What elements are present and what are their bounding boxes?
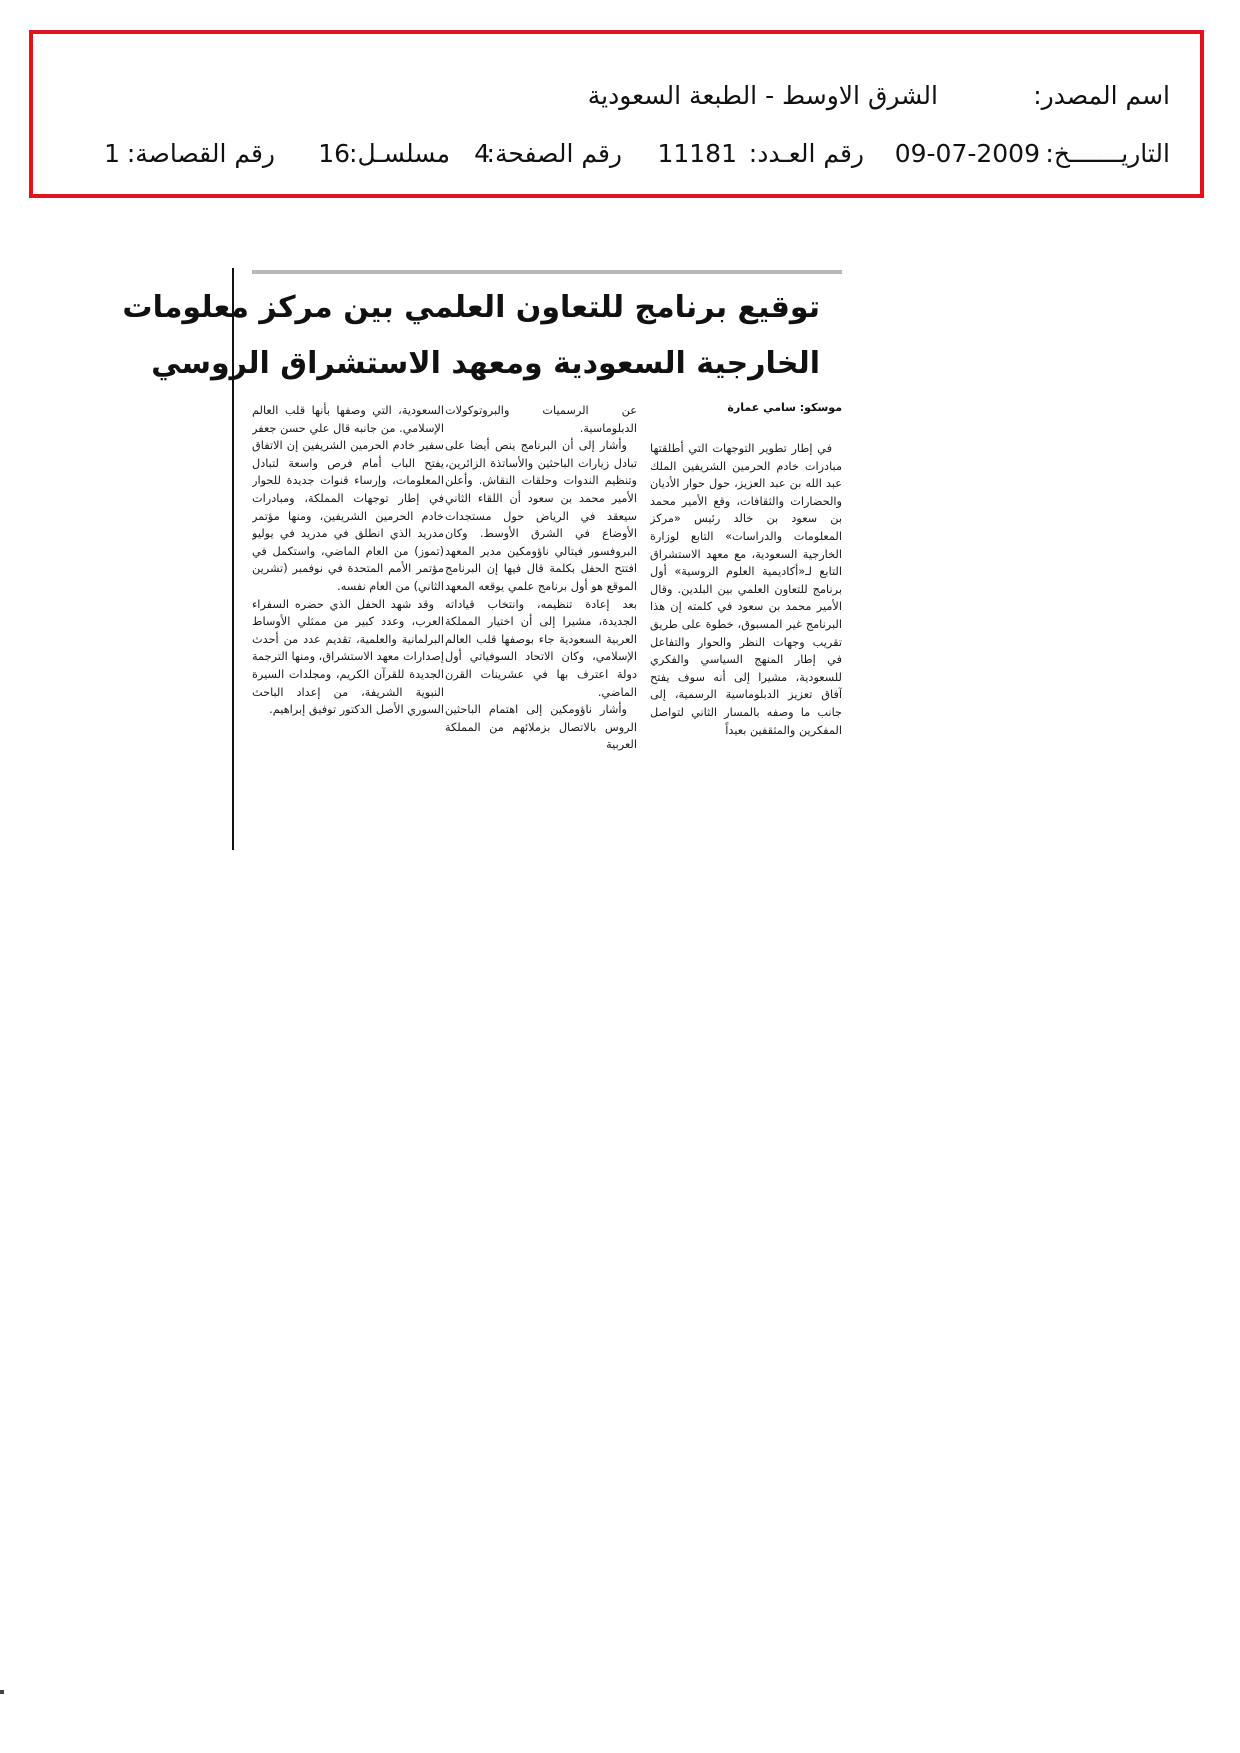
clipping-label: رقم القصاصة:	[126, 139, 275, 168]
paragraph: وأشار ناؤومكين إلى اهتمام الباحثين الروس بالاتصال بزملائهم من المملكة العربية	[445, 703, 637, 752]
clipping-metadata-box	[29, 30, 1204, 198]
clipping-value: 1	[104, 139, 120, 168]
headline-line-2: الخارجية السعودية ومعهد الاستشراق الروسي	[151, 346, 820, 381]
paragraph: وأشار إلى أن البرنامج ينص أيضا على تبادل زيارات الباحثين والأساتذة الزائرين، وتنظيم الندوات وحلقات النقاش. وأعلن الأمير محمد بن سعود أن اللقاء الثاني سيعقد في الرياض حول مستجدات الأوضاع في الشرق الأوسط. وكان البروفسور فيتالي ناؤومكين مدير المعهد افتتح الحفل بكلمة قال فيها إن البرنامج الموقع هو أول برنامج علمي يوقعه المعهد بعد إعادة تنظيمه، وانتخاب قياداته الجديدة، مشيرا إلى أن اختيار المملكة العربية السعودية جاء بوصفها قلب العالم الإسلامي، وكان الاتحاد السوفياتي أول دولة اعترف بها في عشرينات القرن الماضي.	[445, 439, 637, 699]
paragraph: السعودية، التي وصفها بأنها قلب العالم الإسلامي. من جانبه قال علي حسن جعفر سفير خادم الحرمين الشريفين إن الاتفاق يفتح الباب أمام فرص واسعة لتبادل المعلومات، وإرساء قنوات جديدة للحوار في إطار توجهات المملكة، ومبادرات خادم الحرمين الشريفين، ومنها مؤتمر مدريد الذي انطلق في مدريد في يوليو (تموز) من العام الماضي، واستكمل في مؤتمر الأمم المتحدة في نوفمبر (تشرين الثاني) من العام نفسه.	[252, 404, 444, 593]
source-label: اسم المصدر:	[1033, 81, 1170, 110]
serial-value: 16	[318, 139, 350, 168]
page-label: رقم الصفحة:	[486, 139, 622, 168]
article-column-3	[252, 402, 444, 840]
paragraph: عن الرسميات والبروتوكولات الدبلوماسية.	[445, 404, 637, 435]
issue-value: 11181	[657, 139, 737, 168]
paragraph: وقد شهد الحفل الذي حضره السفراء العرب، وعدد كبير من ممثلي الأوساط البرلمانية والعلمية، تقديم عدد من أحدث إصدارات معهد الاستشراق، ومنها الترجمة الجديدة للقرآن الكريم، ومجلدات السيرة النبوية الشريفة، من إعداد الباحث السوري الأصل الدكتور توفيق إبراهيم.	[252, 597, 444, 717]
source-row	[33, 74, 1200, 118]
article-byline: موسكو: سامي عمارة	[727, 401, 842, 414]
source-value: الشرق الاوسط - الطبعة السعودية	[587, 81, 938, 110]
article-column-1	[650, 440, 842, 840]
scan-speck	[0, 1690, 4, 1694]
issue-label: رقم العـدد:	[748, 139, 864, 168]
article-headline	[122, 280, 820, 392]
details-row	[33, 132, 1200, 176]
page-value: 4	[474, 139, 490, 168]
date-value: 09-07-2009	[894, 139, 1040, 168]
serial-label: مسلسـل:	[349, 139, 450, 168]
paragraph: في إطار تطوير التوجهات التي أطلقتها مبادرات خادم الحرمين الشريفين الملك عبد الله بن عبد العزيز، حول حوار الأديان والحضارات والثقافات، وقع الأمير محمد بن سعود بن خالد رئيس «مركز المعلومات والدراسات» التابع لوزارة الخارجية السعودية، مع معهد الاستشراق التابع لـ«أكاديمية العلوم الروسية» أول برنامج للتعاون العلمي بين البلدين. وقال الأمير محمد بن سعود في كلمته إن هذا البرنامج غير المسبوق، خطوة على طريق تقريب وجهات النظر والحوار والتفاعل في إطار المنهج السياسي والفكري للسعودية، مشيرا إلى أنه سوف يفتح آفاق تعزيز الدبلوماسية الرسمية، إلى جانب ما وصفه بالمسار الثاني لتواصل المفكرين والمثقفين بعيداً	[650, 442, 842, 737]
date-label: التاريـــــــخ:	[1045, 139, 1170, 168]
article-column-2	[445, 402, 637, 840]
article-top-rule	[252, 270, 842, 274]
headline-line-1: توقيع برنامج للتعاون العلمي بين مركز معلومات	[122, 290, 820, 325]
